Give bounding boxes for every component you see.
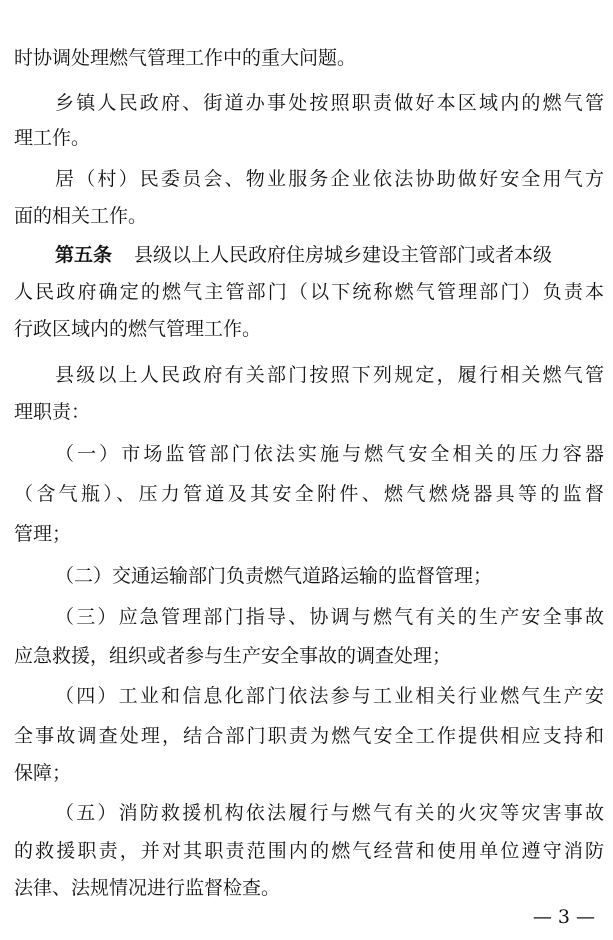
text-line: 保障； (14, 762, 72, 784)
text-line: 全事故调查处理，结合部门职责为燃气安全工作提供相应支持和 (14, 725, 604, 747)
text-line: （五）消防救援机构依法履行与燃气有关的火灾等灾害事故 (55, 802, 604, 824)
text-line: 应急救援，组织或者参与生产安全事故的调查处理； (14, 645, 452, 667)
text-line: 时协调处理燃气管理工作中的重大问题。 (14, 47, 357, 69)
text-line: （四）工业和信息化部门依法参与工业相关行业燃气生产安 (55, 685, 604, 707)
text-line: 的救援职责，并对其职责范围内的燃气经营和使用单位遵守消防 (14, 840, 604, 862)
text-line: 乡镇人民政府、街道办事处按照职责做好本区域内的燃气管 (55, 92, 604, 114)
text-line: 理职责： (14, 401, 91, 423)
text-line: （一）市场监管部门依法实施与燃气安全相关的压力容器 (55, 443, 604, 465)
text-line: 人民政府确定的燃气主管部门（以下统称燃气管理部门）负责本 (14, 281, 604, 303)
text-line: （含气瓶）、压力管道及其安全附件、燃气燃烧器具等的监督 (14, 483, 604, 505)
text-line: 县级以上人民政府有关部门按照下列规定，履行相关燃气管 (55, 364, 604, 386)
article-text: 县级以上人民政府住房城乡建设主管部门或者本级 (134, 244, 553, 266)
text-line: 法律、法规情况进行监督检查。 (14, 877, 281, 899)
text-line: 理工作。 (14, 127, 91, 149)
article-heading-line (55, 235, 604, 275)
text-line: （三）应急管理部门指导、协调与燃气有关的生产安全事故 (55, 606, 604, 628)
text-line: 行政区域内的燃气管理工作。 (14, 318, 262, 340)
text-line: （二）交通运输部门负责燃气道路运输的监督管理； (55, 565, 493, 587)
text-line: 面的相关工作。 (14, 205, 148, 227)
article-label: 第五条 (55, 244, 113, 266)
page-number: — 3 — (532, 906, 595, 928)
text-line: 管理； (14, 523, 72, 545)
text-line: 居（村）民委员会、物业服务企业依法协助做好安全用气方 (55, 168, 604, 190)
